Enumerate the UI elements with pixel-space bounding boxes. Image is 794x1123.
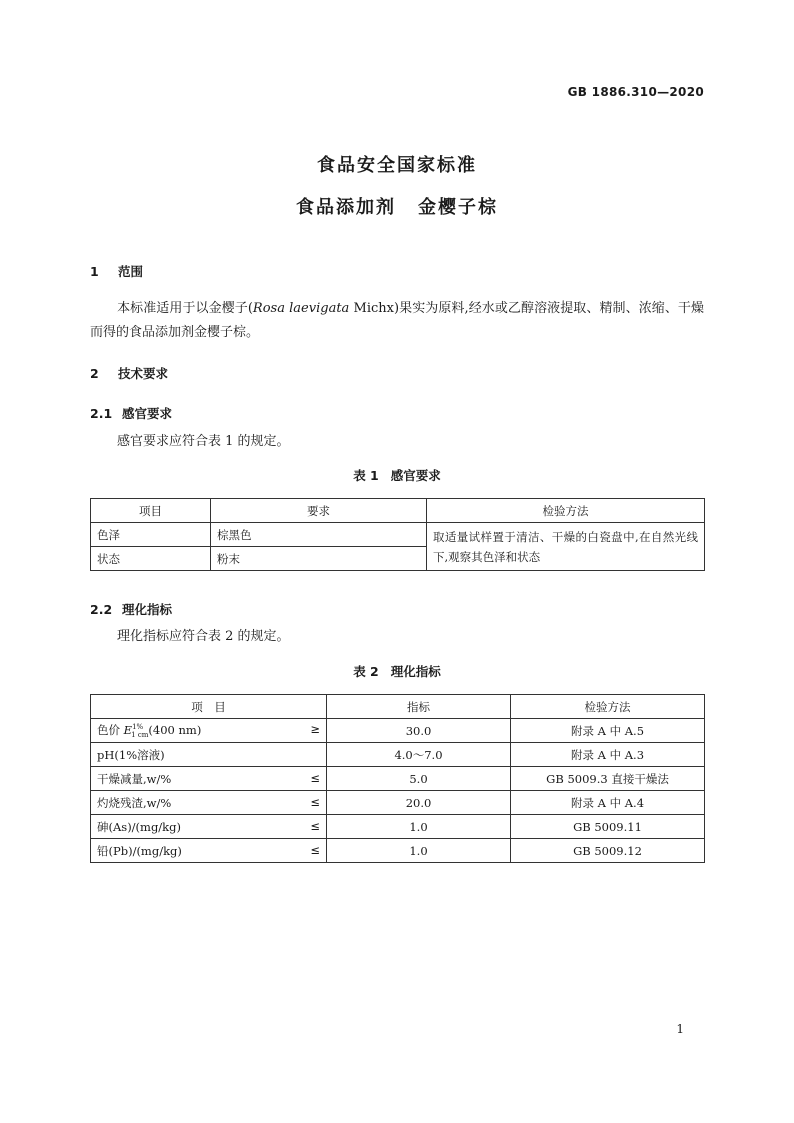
comparison-symbol: ≤ [310, 842, 320, 857]
cell-requirement: 棕黑色 [211, 523, 427, 547]
cell-method: 取适量试样置于清洁、干燥的白瓷盘中,在自然光线下,观察其色泽和状态 [427, 523, 705, 571]
cell-method: 附录 A 中 A.5 [511, 719, 705, 743]
page-number: 1 [676, 1022, 684, 1036]
cell-value: 1.0 [327, 815, 511, 839]
subtitle-category: 食品添加剂 [296, 197, 396, 218]
cell-value: 5.0 [327, 767, 511, 791]
cell-value: 4.0～7.0 [327, 743, 511, 767]
cell-method: 附录 A 中 A.4 [511, 791, 705, 815]
document-title: 食品安全国家标准 [317, 155, 477, 176]
table-2-caption: 表 2 理化指标 [353, 664, 441, 679]
section-2-2-text: 理化指标应符合表 2 的规定。 [117, 629, 290, 644]
col-header-item: 项目 [91, 499, 211, 523]
comparison-symbol: ≤ [310, 818, 320, 833]
cell-item: 干燥减量,w/% ≤ [91, 767, 327, 791]
table-header-row [91, 499, 705, 523]
section-1-paragraph: 本标准适用于以金樱子(Rosa laevigata Michx)果实为原料,经水或乙醇溶液提取、精制、浓缩、干燥而得的食品添加剂金樱子棕。 [90, 301, 704, 340]
cell-item: 铅(Pb)/(mg/kg) ≤ [91, 839, 327, 863]
section-2-1-heading: 2.1 感官要求 [90, 406, 173, 421]
cell-item: 灼烧残渣,w/% ≤ [91, 791, 327, 815]
table-row [91, 839, 705, 863]
table-row [91, 767, 705, 791]
comparison-symbol: ≤ [310, 770, 320, 785]
cell-value: 30.0 [327, 719, 511, 743]
cell-requirement: 粉末 [211, 547, 427, 571]
section-2-2-heading: 2.2 理化指标 [90, 602, 173, 617]
col-header-item: 项 目 [91, 695, 327, 719]
cell-method: GB 5009.12 [511, 839, 705, 863]
section-1-heading: 1 范围 [90, 264, 144, 279]
table-row [91, 791, 705, 815]
col-header-index: 指标 [327, 695, 511, 719]
table-header-row [91, 695, 705, 719]
cell-item: 色价 $E^{1\%}_{1 cm}(400$ nm) ≥ [91, 719, 327, 743]
comparison-symbol: ≤ [310, 794, 320, 809]
section-2-heading: 2 技术要求 [90, 366, 169, 381]
table-1-caption: 表 1 感官要求 [353, 468, 441, 483]
table-row [91, 743, 705, 767]
document-subtitle [0, 193, 794, 219]
cell-item: 砷(As)/(mg/kg) ≤ [91, 815, 327, 839]
table-row [91, 719, 705, 743]
subtitle-product: 金樱子棕 [418, 197, 498, 218]
standard-number: GB 1886.310—2020 [567, 85, 704, 99]
table-physicochemical [90, 694, 705, 863]
section-2-1-text: 感官要求应符合表 1 的规定。 [117, 434, 290, 449]
cell-item: 色泽 [91, 523, 211, 547]
cell-method: 附录 A 中 A.3 [511, 743, 705, 767]
cell-method: GB 5009.3 直接干燥法 [511, 767, 705, 791]
col-header-method: 检验方法 [427, 499, 705, 523]
comparison-symbol: ≥ [310, 721, 320, 736]
table-row [91, 815, 705, 839]
table-row [91, 523, 705, 547]
cell-method: GB 5009.11 [511, 815, 705, 839]
cell-item: 状态 [91, 547, 211, 571]
table-sensory [90, 498, 705, 571]
cell-value: 1.0 [327, 839, 511, 863]
col-header-requirement: 要求 [211, 499, 427, 523]
cell-value: 20.0 [327, 791, 511, 815]
cell-item: pH(1%溶液) [91, 743, 327, 767]
col-header-method: 检验方法 [511, 695, 705, 719]
